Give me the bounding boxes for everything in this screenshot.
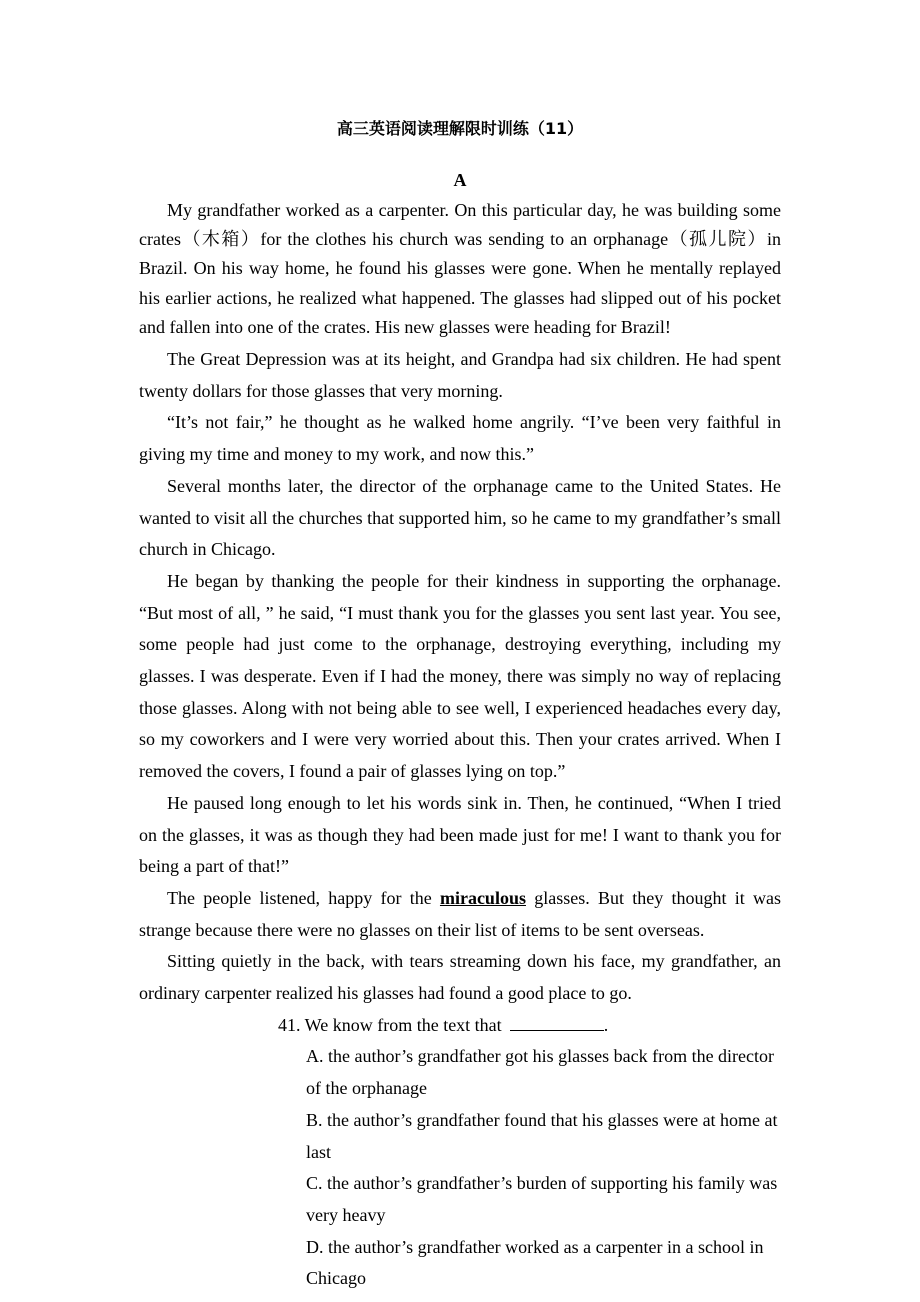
option-c: C. the author’s grandfather’s burden of supporting his family was very heavy <box>306 1173 778 1225</box>
keyword-miraculous: miraculous <box>439 887 526 908</box>
passage <box>139 196 781 1295</box>
stem-text: 41. We know from the text that <box>278 1014 502 1035</box>
paragraph: Several months later, the director of the orphanage came to the United States. He wanted to visit all the churches that supported him, so he came to my grandfather’s small church in Chicago. <box>139 475 781 560</box>
text: The people listened, happy for the <box>167 887 440 908</box>
paragraph: He began by thanking the people for their kindness in supporting the orphanage. “But most of all, ” he said, “I must thank you for the glasses you sent last year. You see, some people had just come to the orphanage, destroying everything, including my glasses. I was desperate. Even if I had the money, there was simply no way of replacing those glasses. Along with not being able to see well, I experienced headaches every day, so my coworkers and I were very worried about this. Then your crates arrived. When I removed the covers, I found a pair of glasses lying on top.” <box>139 570 781 782</box>
paragraph <box>139 883 781 946</box>
paragraph: “It’s not fair,” he thought as he walked home angrily. “I’ve been very faithful in giving my time and money to my work, and now this.” <box>139 412 781 465</box>
option-b: B. the author’s grandfather found that his glasses were at home at last <box>306 1109 778 1162</box>
page-title: 高三英语阅读理解限时训练（11） <box>336 119 584 138</box>
paragraph: My grandfather worked as a carpenter. On this particular day, he was building some crates（木箱）for the clothes his church was sending to an orphanage（孤儿院）in Brazil. On his way home, he found his glasses were gone. When he mentally replayed his earlier actions, he realized what happened. The glasses had slipped out of his pocket and fallen into one of the crates. His new glasses were heading for Brazil! <box>139 200 781 337</box>
option-a: A. the author’s grandfather got his glasses back from the director of the orphanage <box>306 1046 775 1099</box>
paragraph: The Great Depression was at its height, and Grandpa had six children. He had spent twenty dollars for those glasses that very morning. <box>139 349 781 401</box>
paragraph: He paused long enough to let his words sink in. Then, he continued, “When I tried on the glasses, it was as though they had been made just for me! I want to thank you for being a part of that!” <box>139 792 781 877</box>
question-stem <box>278 1010 781 1042</box>
question-41 <box>139 1010 781 1295</box>
answer-blank <box>510 1016 604 1031</box>
option-d: D. the author’s grandfather worked as a carpenter in a school in Chicago <box>306 1236 764 1289</box>
stem-end: . <box>603 1014 609 1035</box>
text: glasses. But they thought it was strange because there were no glasses on their list of items to be sent overseas. <box>139 887 781 940</box>
section-heading: A <box>453 170 467 190</box>
paragraph: Sitting quietly in the back, with tears streaming down his face, my grandfather, an ordinary carpenter realized his glasses had found a good place to go. <box>139 951 781 1004</box>
